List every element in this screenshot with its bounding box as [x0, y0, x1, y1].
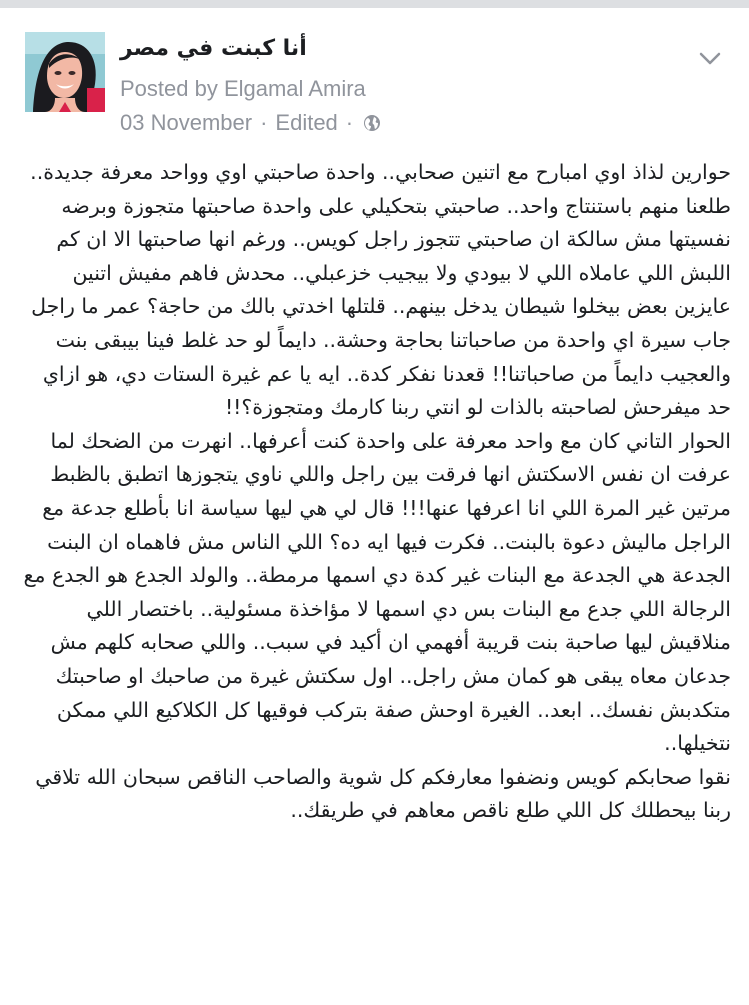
post-paragraph: الحوار التاني كان مع واحد معرفة على واحدة كنت أعرفها.. انهرت من الضحك لما عرفت ان نفس الاسكتش انها فرقت بين راجل واللي ناوي يتجوزها اتطبق بالظبط مرتين غير المرة اللي انا اعرفها عنها!!! قال لي هي ليها سياسة انا بأطلع جدعة مع الراجل ماليش دعوة بالبنت.. فكرت فيها ايه ده؟ اللي الناس مش فاهماه ان البنت الجدعة هي الجدعة مع البنات غير كدة دي اسمها مرمطة.. والولد الجدع هو الجدع مع الرجالة اللي جدع مع البنات بس دي اسمها لا مؤاخذة مسئولية.. باختصار اللي منلاقيش ليها صاحبة بنت قريبة أفهمي ان أكيد في سبب.. واللي صحابه كلهم مش جدعان معاه يبقى هو كمان مش راجل.. اول سكتش غيرة من صاحبك او صاحبتك متكدبش نفسك.. ابعد.. الغيرة اوحش صفة بتركب فوقيها كل الكلاكيع اللي ممكن نتخيلها.. — [23, 428, 731, 756]
avatar-illustration — [25, 32, 105, 112]
chevron-down-icon[interactable] — [699, 52, 721, 66]
feed-separator — [0, 0, 749, 8]
post-meta — [120, 110, 381, 136]
page-name[interactable]: أنا كبنت في مصر — [120, 36, 307, 61]
post-paragraph: حوارين لذاذ اوي امبارح مع اتنين صحابي.. واحدة صاحبتي اوي وواحد معرفة جديدة.. طلعنا منهم باستنتاج واحد.. صاحبتي بتحكيلي على واحدة صاحبتها متجوزة وبرضه نفسيتها مش سالكة ان صاحبتي تتجوز راجل كويس.. ورغم انها صاحبتها الا ان كم اللبش اللي عاملاه اللي لا بيودي ولا بيجيب خزعبلي.. محدش فاهم مفيش اتنين عايزين بعض بيخلوا شيطان يدخل بينهم.. قلتلها اخدتي بالك من حاجة؟ عمر ما راجل جاب سيرة اي واحدة من صاحباتنا بحاجة وحشة.. دايماً لو حد غلط فينا بيبقى بنت والعجيب دايماً من صاحباتنا!! قعدنا نفكر كدة.. ايه يا عم غيرة الستات دي، هو ازاي حد ميفرحش لصاحبته بالذات لو انتي ربنا كارمك ومتجوزة؟!! — [30, 160, 731, 420]
avatar[interactable] — [25, 32, 105, 112]
post-text — [18, 156, 731, 828]
meta-separator: · — [345, 110, 354, 135]
post-date[interactable]: 03 November — [120, 110, 253, 135]
meta-separator: · — [260, 110, 268, 135]
post-card — [0, 8, 749, 1005]
edited-label[interactable]: Edited — [275, 110, 338, 135]
globe-icon[interactable] — [363, 114, 381, 132]
posted-by-label: Posted by Elgamal Amira — [120, 76, 366, 101]
post-paragraph: نقوا صحابكم كويس ونضفوا معارفكم كل شوية والصاحب الناقص سبحان الله تلاقي ربنا بيحطلك كل اللي طلع ناقص معاهم في طريقك.. — [35, 764, 731, 823]
